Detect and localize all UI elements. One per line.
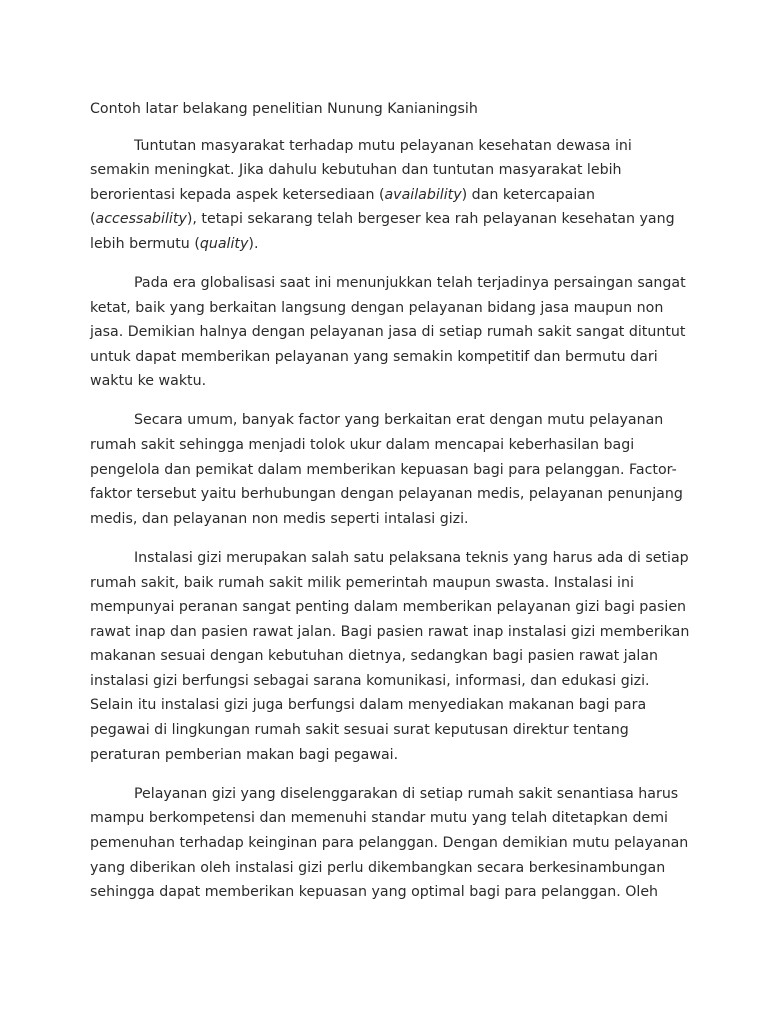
text-segment: Pelayanan gizi yang diselenggarakan di setiap rumah sakit senantiasa harus bbox=[134, 785, 679, 802]
text-line bbox=[90, 669, 680, 694]
text-line bbox=[90, 571, 680, 596]
text-line bbox=[90, 880, 680, 905]
text-segment: jasa. Demikian halnya dengan pelayanan jasa di setiap rumah sakit sangat dituntut bbox=[90, 324, 686, 341]
text-line bbox=[90, 831, 689, 856]
italic-term: availability bbox=[384, 186, 462, 203]
text-line bbox=[90, 718, 680, 743]
text-line bbox=[90, 644, 680, 669]
paragraph bbox=[90, 134, 680, 257]
paragraph bbox=[90, 546, 690, 767]
italic-term: accessability bbox=[95, 211, 187, 228]
text-segment: Secara umum, banyak factor yang berkaitan erat dengan mutu pelayanan bbox=[134, 412, 664, 429]
text-segment: rawat inap dan pasien rawat jalan. Bagi pasien rawat inap instalasi gizi memberikan bbox=[90, 623, 690, 640]
text-segment: medis, dan pelayanan non medis seperti intalasi gizi. bbox=[90, 510, 469, 527]
text-line bbox=[90, 856, 680, 881]
text-line bbox=[90, 158, 680, 183]
text-segment: mampu berkompetensi dan memenuhi standar mutu yang telah ditetapkan demi bbox=[90, 810, 668, 827]
text-line bbox=[90, 271, 686, 296]
text-segment: yang diberikan oleh instalasi gizi perlu dikembangkan secara berkesinambungan bbox=[90, 859, 666, 876]
text-segment: instalasi gizi berfungsi sebagai sarana komunikasi, informasi, dan edukasi gizi. bbox=[90, 672, 650, 689]
text-segment: lebih bermutu ( bbox=[90, 235, 200, 252]
text-line bbox=[90, 693, 680, 718]
text-segment: faktor tersebut yaitu berhubungan dengan pelayanan medis, pelayanan penunjang bbox=[90, 486, 683, 503]
text-segment: Pada era globalisasi saat ini menunjukkan telah terjadinya persaingan sangat bbox=[134, 274, 686, 291]
text-segment: berorientasi kepada aspek ketersediaan ( bbox=[90, 186, 385, 203]
text-segment: rumah sakit sehingga menjadi tolok ukur dalam mencapai keberhasilan bagi bbox=[90, 437, 635, 454]
document-page bbox=[90, 97, 690, 919]
text-segment: Instalasi gizi merupakan salah satu pelaksana teknis yang harus ada di setiap bbox=[134, 549, 689, 566]
text-line bbox=[90, 408, 680, 433]
text-segment: waktu ke waktu. bbox=[90, 373, 207, 390]
paragraph bbox=[90, 408, 683, 531]
text-line bbox=[90, 320, 686, 345]
text-segment: sehingga dapat memberikan kepuasan yang optimal bagi para pelanggan. Oleh bbox=[90, 884, 659, 901]
text-line bbox=[90, 458, 680, 483]
text-segment: mempunyai peranan sangat penting dalam memberikan pelayanan gizi bagi pasien bbox=[90, 599, 687, 616]
text-segment: pemenuhan terhadap keinginan para pelanggan. Dengan demikian mutu pelayanan bbox=[90, 834, 689, 851]
text-segment: semakin meningkat. Jika dahulu kebutuhan dan tuntutan masyarakat lebih bbox=[90, 162, 622, 179]
text-segment: ), tetapi sekarang telah bergeser kea rah pelayanan kesehatan yang bbox=[186, 211, 675, 228]
text-line bbox=[90, 782, 680, 807]
text-segment: ) dan ketercapaian bbox=[461, 186, 595, 203]
text-line bbox=[90, 207, 680, 232]
text-segment: ( bbox=[90, 211, 96, 228]
text-segment: Tuntutan masyarakat terhadap mutu pelayanan kesehatan dewasa ini bbox=[134, 137, 632, 154]
text-line bbox=[90, 743, 680, 768]
text-segment: peraturan pemberian makan bagi pegawai. bbox=[90, 746, 399, 763]
paragraph bbox=[90, 271, 686, 394]
text-line bbox=[90, 595, 687, 620]
text-line bbox=[90, 433, 680, 458]
text-line bbox=[90, 369, 680, 394]
text-segment: pegawai di lingkungan rumah sakit sesuai surat keputusan direktur tentang bbox=[90, 722, 629, 739]
text-line bbox=[90, 620, 690, 645]
text-line bbox=[90, 232, 680, 257]
document-body bbox=[90, 134, 690, 905]
text-line bbox=[90, 134, 680, 159]
text-line bbox=[90, 806, 680, 831]
text-segment: ). bbox=[248, 235, 259, 252]
italic-term: quality bbox=[199, 235, 249, 252]
text-line bbox=[90, 482, 683, 507]
text-line bbox=[90, 546, 689, 571]
text-segment: ketat, baik yang berkaitan langsung dengan pelayanan bidang jasa maupun non bbox=[90, 299, 664, 316]
text-line bbox=[90, 183, 680, 208]
paragraph bbox=[90, 782, 689, 905]
text-segment: rumah sakit, baik rumah sakit milik pemerintah maupun swasta. Instalasi ini bbox=[90, 574, 634, 591]
text-segment: pengelola dan pemikat dalam memberikan kepuasan bagi para pelanggan. Factor- bbox=[90, 461, 677, 478]
text-line bbox=[90, 345, 680, 370]
text-segment: untuk dapat memberikan pelayanan yang semakin kompetitif dan bermutu dari bbox=[90, 348, 658, 365]
text-line bbox=[90, 507, 680, 532]
text-segment: Selain itu instalasi gizi juga berfungsi dalam menyediakan makanan bagi para bbox=[90, 697, 647, 714]
text-line bbox=[90, 296, 680, 321]
document-title: Contoh latar belakang penelitian Nunung Kanianingsih bbox=[90, 101, 478, 117]
text-segment: makanan sesuai dengan kebutuhan dietnya, sedangkan bagi pasien rawat jalan bbox=[90, 648, 659, 665]
